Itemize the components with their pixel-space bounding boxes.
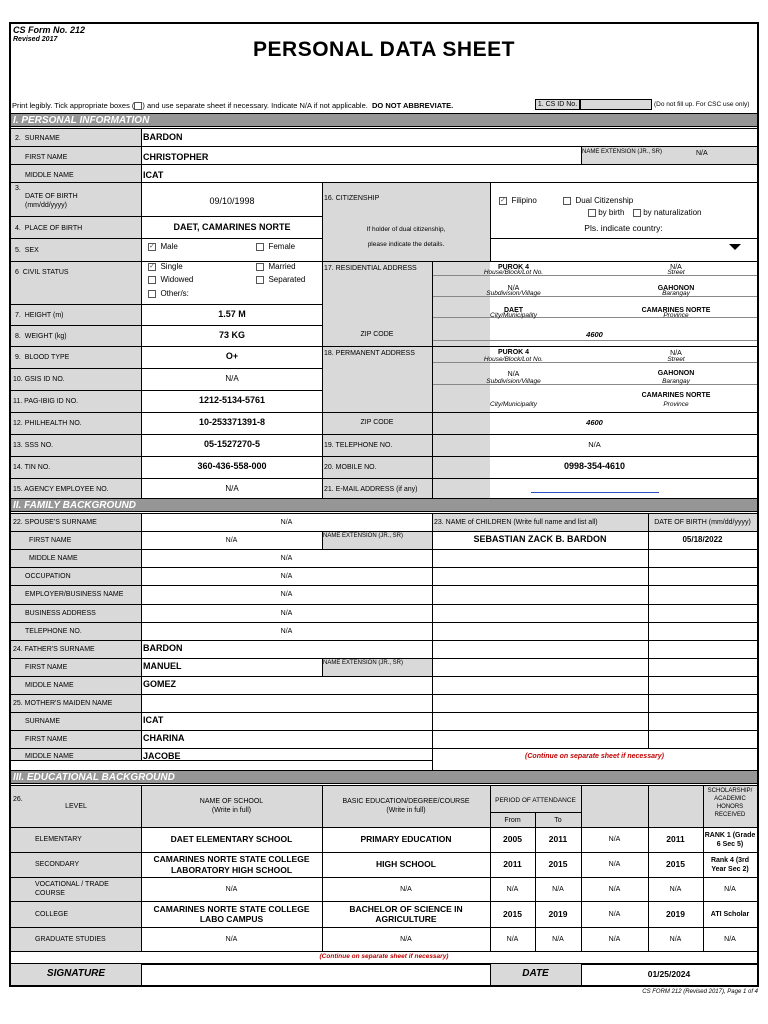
edu-honors-2: Rank 4 (3rd Year Sec 2) [710, 856, 750, 873]
dual-note-2: please indicate the details. [367, 241, 445, 248]
sub-province: Province [663, 312, 689, 319]
spouse-surname-value: N/A [280, 519, 293, 526]
father-middle-label: MIDDLE NAME [25, 682, 74, 689]
edu-school-1: DAET ELEMENTARY SCHOOL [170, 834, 293, 845]
edu-school-5: N/A [225, 935, 238, 943]
edu-h-from: From [504, 817, 521, 824]
edu-h-honors: SCHOLARSHIP/ ACADEMIC HONORS RECEIVED [707, 788, 753, 818]
mother-maiden-label: 25. MOTHER'S MAIDEN NAME [13, 700, 113, 707]
father-surname-label: 24. FATHER'S SURNAME [13, 646, 95, 653]
surname-value: BARDON [143, 132, 183, 142]
sub-city: City/Municipality [490, 312, 537, 319]
section-education: III. EDUCATIONAL BACKGROUND [11, 770, 757, 784]
cs-id-label: 1. CS ID No. [535, 99, 580, 110]
sub-street-2: Street [667, 356, 685, 363]
edu-num: 26. [13, 796, 23, 803]
edu-to-2: 2015 [548, 859, 568, 870]
mother-first-value: CHARINA [143, 733, 185, 743]
edu-to-5: N/A [552, 935, 564, 943]
child-dob-label: DATE OF BIRTH (mm/dd/yyyy) [654, 519, 751, 526]
weight-value: 73 KG [218, 330, 245, 340]
res-city: DAET [503, 307, 524, 314]
instructions [12, 101, 453, 110]
sub-barangay-2: Barangay [662, 378, 690, 385]
middle-name-value: ICAT [143, 170, 164, 180]
civil-widowed-option[interactable]: Widowed [148, 275, 193, 284]
instructions-text-b: ) and use separate sheet if necessary. Indicate N/A if not applicable. [142, 101, 368, 110]
agency-value: N/A [225, 484, 239, 493]
spouse-first-label: FIRST NAME [29, 537, 72, 544]
perm-zip: 4600 [586, 418, 603, 427]
married-checkbox[interactable] [256, 263, 264, 271]
height-value: 1.57 M [218, 309, 246, 319]
edu-h-course: BASIC EDUCATION/DEGREE/COURSE [342, 798, 470, 805]
edu-h-school: NAME OF SCHOOL [199, 798, 264, 805]
spouse-first-value: N/A [225, 537, 238, 544]
occupation-label: OCCUPATION [25, 573, 71, 580]
edu-course-3: N/A [400, 885, 412, 893]
edu-from-1: 2005 [503, 834, 522, 845]
gsis-value: N/A [225, 374, 239, 383]
edu-continue-note: (Continue on separate sheet if necessary) [319, 953, 449, 960]
by-nat-checkbox[interactable] [633, 209, 641, 217]
sub-house-2: House/Block/Lot No. [483, 356, 544, 363]
edu-school-3: N/A [225, 885, 238, 893]
spouse-ext-label: NAME EXTENSION (JR., SR) [323, 533, 404, 539]
sub-subdivision: Subdivision/Village [486, 290, 541, 297]
mother-surname-label: SURNAME [25, 718, 61, 725]
gsis-label: 10. GSIS ID NO. [13, 376, 65, 383]
mother-middle-value: JACOBE [143, 751, 181, 761]
edu-honors-3: N/A [724, 885, 736, 893]
edu-level-4: COLLEGE [35, 910, 69, 918]
instructions-text-a: Print legibly. Tick appropriate boxes ( [12, 101, 135, 110]
children-label: 23. NAME of CHILDREN (Write full name and list all) [434, 519, 598, 526]
edu-units-2: N/A [608, 861, 621, 868]
mother-middle-label: MIDDLE NAME [25, 753, 74, 760]
civil-single-option[interactable]: ✓ Single [149, 262, 183, 271]
mobile-value: 0998-354-4610 [563, 461, 626, 471]
single-checkbox[interactable]: ✓ [149, 262, 155, 270]
pob-value: DAET, CAMARINES NORTE [173, 222, 291, 232]
philhealth-value: 10-253371391-8 [198, 417, 266, 427]
signature-label: SIGNATURE [46, 968, 106, 979]
signature-field[interactable] [142, 965, 489, 984]
civil-status-label: 6 CIVIL STATUS [15, 269, 69, 276]
page-title: PERSONAL DATA SHEET [253, 38, 515, 61]
email-value-line[interactable] [531, 492, 659, 493]
sub-street: Street [667, 269, 685, 276]
dob-value: 09/10/1998 [209, 196, 255, 206]
tin-label: 14. TIN NO. [13, 464, 51, 471]
edu-level-3: VOCATIONAL / TRADE COURSE [35, 881, 109, 897]
sss-value: 05-1527270-5 [203, 439, 261, 449]
telephone-label: 19. TELEPHONE NO. [324, 442, 393, 449]
others-checkbox[interactable] [148, 290, 156, 298]
father-first-label: FIRST NAME [25, 664, 68, 671]
sex-label: 5. SEX [15, 247, 39, 254]
weight-label: 8. WEIGHT (kg) [15, 333, 67, 340]
country-dropdown-icon[interactable] [729, 244, 741, 250]
edu-school-2: CAMARINES NORTE STATE COLLEGE LABORATORY HIGH SCHOOL [153, 854, 310, 875]
edu-level-1: ELEMENTARY [35, 836, 82, 843]
section-family: II. FAMILY BACKGROUND [11, 498, 757, 512]
edu-units-4: N/A [608, 910, 621, 918]
edu-grad-4: 2019 [666, 908, 685, 919]
date-value: 01/25/2024 [647, 969, 691, 979]
employer-value: N/A [280, 591, 293, 598]
spouse-tel-value: N/A [280, 628, 293, 635]
edu-honors-1: RANK 1 (Grade 6 Sec 5) [704, 831, 756, 848]
email-label: 21. E-MAIL ADDRESS (if any) [324, 486, 418, 493]
sex-female-option[interactable]: Female [256, 242, 295, 251]
mobile-label: 20. MOBILE NO. [324, 464, 377, 471]
telephone-value: N/A [588, 440, 601, 449]
surname-label: 2. SURNAME [15, 135, 60, 142]
first-name-label: FIRST NAME [25, 154, 68, 161]
edu-units-1: N/A [608, 836, 621, 843]
blood-value: O+ [225, 351, 239, 361]
citizenship-label: 16. CITIZENSHIP [324, 195, 380, 202]
edu-units-3: N/A [608, 885, 621, 893]
res-house: PUROK 4 [497, 264, 530, 271]
res-street: N/A [670, 264, 682, 271]
res-zip: 4600 [586, 330, 603, 339]
edu-h-school-sub: (Write in full) [211, 807, 252, 814]
by-birth-checkbox[interactable] [588, 209, 596, 217]
dob-num: 3. [15, 185, 21, 192]
business-label: BUSINESS ADDRESS [25, 610, 96, 617]
perm-province: CAMARINES NORTE [641, 392, 711, 399]
sub-subdivision-2: Subdivision/Village [486, 378, 541, 385]
spouse-middle-value: N/A [280, 555, 293, 562]
edu-grad-5: N/A [669, 935, 682, 943]
mother-surname-value: ICAT [143, 715, 164, 725]
res-subdivision: N/A [507, 285, 520, 292]
father-surname-value: BARDON [143, 643, 183, 653]
child-name-1: SEBASTIAN ZACK B. BARDON [473, 534, 607, 544]
edu-grad-2: 2015 [666, 859, 685, 870]
perm-house: PUROK 4 [497, 349, 530, 356]
edu-course-4: BACHELOR OF SCIENCE IN AGRICULTURE [349, 903, 463, 924]
edu-honors-5: N/A [724, 935, 736, 943]
res-barangay: GAHONON [657, 285, 695, 292]
father-ext-label: NAME EXTENSION (JR., SR) [323, 660, 404, 666]
father-middle-value: GOMEZ [143, 679, 176, 689]
perm-subdivision: N/A [507, 371, 520, 378]
dob-label: DATE OF BIRTH [25, 193, 78, 200]
perm-barangay: GAHONON [657, 370, 695, 377]
business-value: N/A [280, 610, 293, 617]
blood-label: 9. BLOOD TYPE [15, 354, 70, 361]
child-dob-1: 05/18/2022 [682, 535, 723, 544]
civil-separated-option[interactable]: Separated [256, 275, 305, 284]
sub-province-2: Province [663, 401, 689, 408]
edu-to-3: N/A [552, 885, 564, 893]
widowed-checkbox[interactable] [148, 276, 156, 284]
edu-h-to: To [554, 817, 562, 824]
edu-course-1: PRIMARY EDUCATION [360, 834, 452, 845]
sub-city-2: City/Municipality [490, 401, 537, 408]
male-checkbox[interactable]: ✓ [149, 242, 155, 250]
spouse-surname-label: 22. SPOUSE'S SURNAME [13, 519, 97, 526]
edu-h-period: PERIOD OF ATTENDANCE [495, 797, 576, 804]
page-footnote: CS FORM 212 (Revised 2017), Page 1 of 4 [642, 989, 758, 995]
perm-zip-label: ZIP CODE [360, 419, 394, 426]
edu-course-5: N/A [400, 935, 412, 943]
civil-married-option[interactable]: Married [256, 262, 296, 271]
name-ext-label: NAME EXTENSION (JR., SR) [582, 149, 663, 155]
edu-honors-4: ATI Scholar [710, 910, 750, 918]
csc-note: (Do not fill up. For CSC use only) [654, 101, 750, 108]
edu-to-4: 2019 [548, 908, 568, 919]
form-number: CS Form No. 212 [13, 25, 86, 35]
edu-grad-3: N/A [669, 885, 682, 893]
edu-school-4: CAMARINES NORTE STATE COLLEGE LABO CAMPUS [153, 903, 310, 924]
edu-from-3: N/A [506, 885, 519, 893]
pds-form [9, 22, 759, 987]
occupation-value: N/A [280, 573, 293, 580]
dual-checkbox[interactable] [563, 197, 571, 205]
edu-h-course-sub: (Write in full) [386, 807, 426, 814]
edu-to-1: 2011 [548, 834, 568, 845]
date-label: DATE [522, 968, 549, 979]
perm-address-label: 18. PERMANENT ADDRESS [324, 350, 415, 357]
pob-label: 4. PLACE OF BIRTH [15, 225, 83, 232]
family-continue-note: (Continue on separate sheet if necessary) [525, 753, 664, 760]
first-name-value: CHRISTOPHER [143, 152, 209, 162]
civil-others-option[interactable]: Other/s: [148, 289, 189, 298]
father-first-value: MANUEL [143, 661, 182, 671]
section-personal: I. PERSONAL INFORMATION [11, 113, 757, 127]
pagibig-value: 1212-5134-5761 [198, 395, 266, 405]
edu-units-5: N/A [608, 935, 621, 943]
country-label: Pls. indicate country: [584, 223, 663, 233]
spouse-tel-label: TELEPHONE NO. [25, 628, 82, 635]
filipino-checkbox[interactable]: ✓ [500, 196, 506, 204]
philhealth-label: 12. PHILHEALTH NO. [13, 420, 82, 427]
res-zip-label: ZIP CODE [360, 331, 394, 338]
by-nat-option[interactable]: by naturalization [633, 208, 702, 217]
dual-note-1: If holder of dual citizenship, [366, 226, 446, 233]
sub-barangay: Barangay [662, 290, 690, 297]
res-province: CAMARINES NORTE [641, 307, 711, 314]
do-not-abbreviate: DO NOT ABBREVIATE. [372, 101, 454, 110]
spouse-middle-label: MIDDLE NAME [29, 555, 78, 562]
edu-from-5: N/A [506, 935, 519, 943]
height-label: 7. HEIGHT (m) [15, 312, 64, 319]
edu-level-2: SECONDARY [35, 861, 80, 868]
agency-label: 15. AGENCY EMPLOYEE NO. [13, 486, 109, 493]
res-address-label: 17. RESIDENTIAL ADDRESS [324, 265, 417, 272]
dual-option[interactable]: Dual Citizenship [563, 196, 633, 205]
sex-male-option[interactable]: ✓ Male [149, 242, 178, 251]
separated-checkbox[interactable] [256, 276, 264, 284]
name-ext-value: N/A [696, 150, 708, 157]
perm-street: N/A [670, 350, 682, 357]
by-birth-option[interactable]: by birth [588, 208, 624, 217]
filipino-option[interactable]: ✓ Filipino [500, 196, 537, 205]
tin-value: 360-436-558-000 [197, 461, 267, 471]
edu-from-4: 2015 [503, 908, 522, 919]
form-revised: Revised 2017 [13, 36, 58, 43]
pagibig-label: 11. PAG-IBIG ID NO. [13, 398, 79, 405]
edu-grad-1: 2011 [666, 834, 685, 845]
dob-format: (mm/dd/yyyy) [25, 202, 67, 209]
edu-course-2: HIGH SCHOOL [376, 859, 436, 870]
sss-label: 13. SSS NO. [13, 442, 54, 449]
mother-first-label: FIRST NAME [25, 736, 68, 743]
sub-house: House/Block/Lot No. [483, 269, 544, 276]
edu-from-2: 2011 [503, 859, 522, 870]
edu-h-level: LEVEL [65, 803, 87, 810]
cs-id-field [580, 99, 652, 110]
edu-level-5: GRADUATE STUDIES [35, 935, 106, 943]
female-checkbox[interactable] [256, 243, 264, 251]
middle-name-label: MIDDLE NAME [25, 172, 74, 179]
employer-label: EMPLOYER/BUSINESS NAME [25, 591, 124, 598]
